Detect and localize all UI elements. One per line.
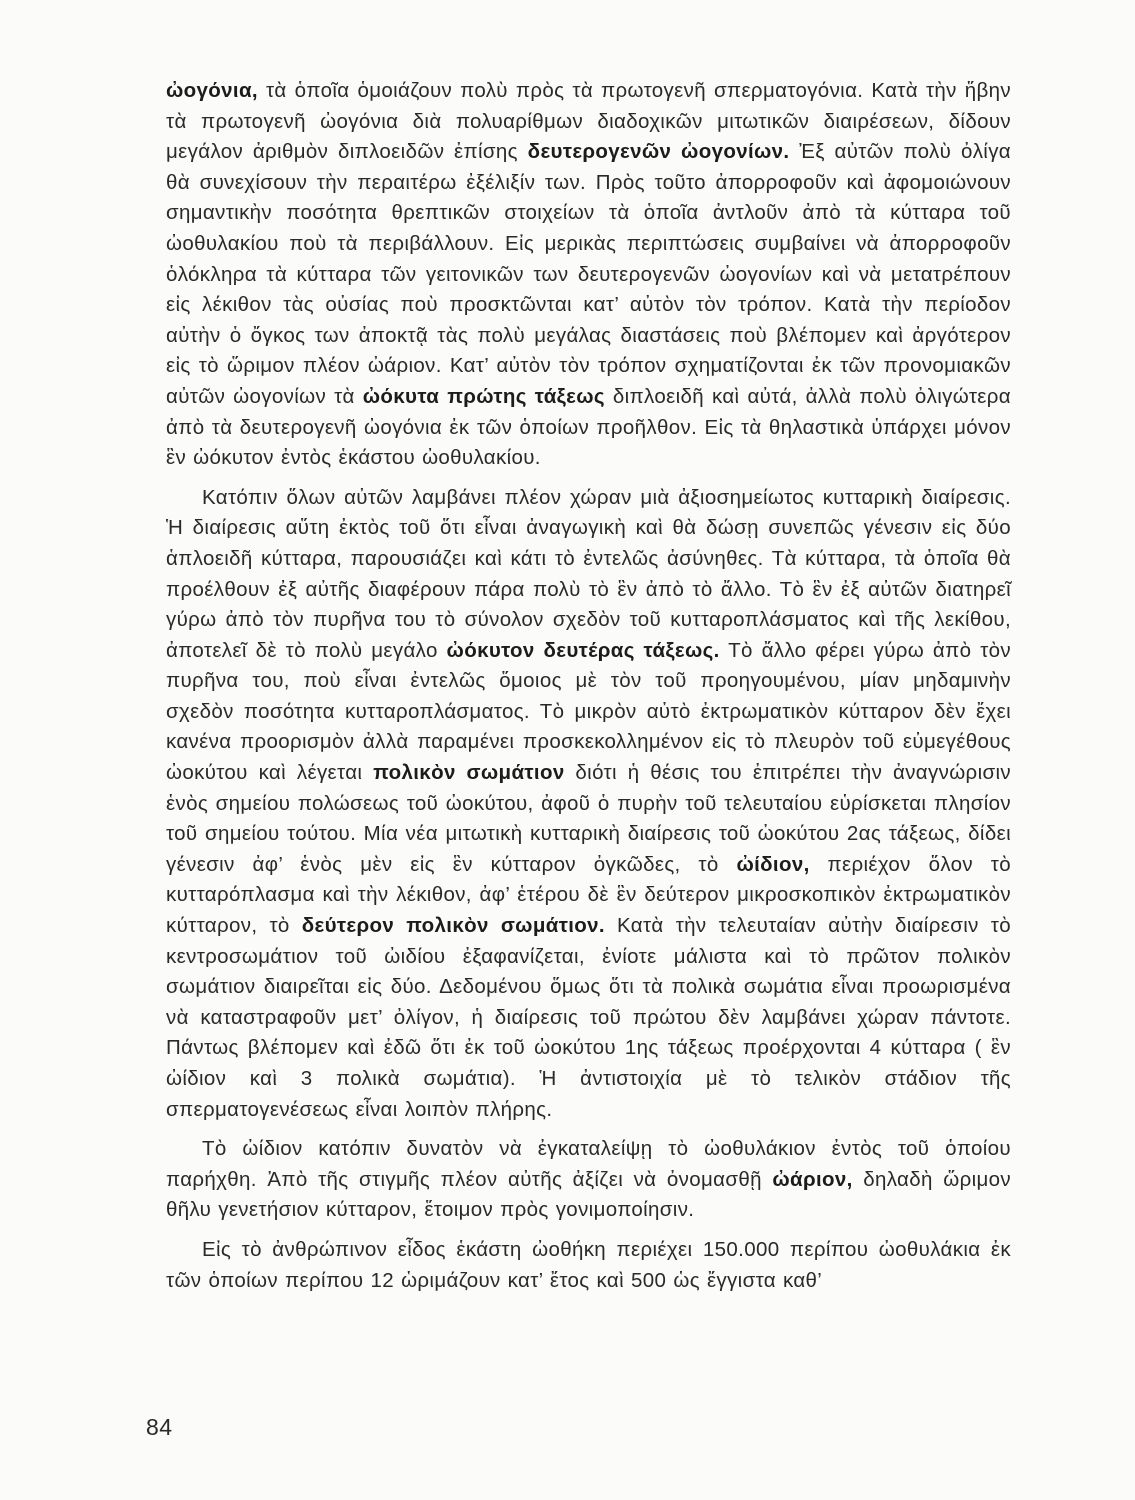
- bold-term: δεύτερον πολικὸν σωμάτιον.: [301, 914, 605, 938]
- bold-term: πολικὸν σωμάτιον: [373, 761, 565, 785]
- bold-term: δευτερογενῶν ὠογονίων.: [527, 140, 790, 164]
- text-run: Τὸ ὠίδιον κατόπιν δυνατὸν νὰ ἐγκαταλείψῃ τὸ ὠοθυλάκιον ἐντὸς τοῦ ὁποίου παρήχθη. Ἀπὸ τῆς στιγμῆς πλέον αὐτῆς ἀξίζει νὰ ὀνομασθῇ: [166, 1137, 1011, 1191]
- text-run: δηλαδὴ ὥριμον θῆλυ γενετήσιον κύτταρον, ἕτοιμον πρὸς γονιμοποίησιν.: [166, 1167, 1011, 1222]
- text-run: Ἐξ αὐτῶν πολὺ ὀλίγα θὰ συνεχίσουν τὴν περαιτέρω ἐξέλιξίν των. Πρὸς τοῦτο ἀπορροφοῦν καὶ ἀφομοιώνουν σημαντικὴν ποσότητα θρεπτικῶν στοιχείων τὰ ὁποῖα ἀντλοῦν ἀπὸ τὰ κύτταρα τοῦ ὠοθυλακίου ποὺ τὰ περιβάλλουν. Εἰς μερικὰς περιπτώσεις συμβαίνει νὰ ἀπορροφοῦν ὁλόκληρα τὰ κύτταρα τῶν γειτονικῶν των δευτερογενῶν ὠογονίων καὶ νὰ μετατρέπουν εἰς λέκιθον τὰς οὐσίας ποὺ προσκτῶνται κατ’ αὐτὸν τὸν τρόπον. Κατὰ τὴν περίοδον αὐτὴν ὁ ὄγκος των ἀποκτᾷ τὰς πολὺ μεγάλας διαστάσεις ποὺ βλέπομεν καὶ ἀργότερον εἰς τὸ ὥριμον πλέον ὠάριον. Κατ’ αὐτὸν τὸν τρόπον σχηματίζονται ἐκ τῶν προνομιακῶν αὐτῶν ὠογονίων τὰ: [166, 140, 1011, 408]
- bold-term: ὠάριον,: [772, 1167, 853, 1191]
- text-run: Κατόπιν ὅλων αὐτῶν λαμβάνει πλέον χώραν μιὰ ἀξιοσημείωτος κυτταρικὴ διαίρεσις. Ἡ διαίρεσις αὕτη ἐκτὸς τοῦ ὅτι εἶναι ἀναγωγικὴ καὶ θὰ δώσῃ συνεπῶς γένεσιν εἰς δύο ἁπλοειδῆ κύτταρα, παρουσιάζει καὶ κάτι τὸ ἐντελῶς ἀσύνηθες. Τὰ κύτταρα, τὰ ὁποῖα θὰ προέλθουν ἐξ αὐτῆς διαφέρουν πάρα πολὺ τὸ ἓν ἀπὸ τὸ ἄλλο. Τὸ ἓν ἐξ αὐτῶν διατηρεῖ γύρω ἀπὸ τὸν πυρῆνα του τὸ σύνολον σχεδὸν τοῦ κυτταροπλάσματος καὶ τῆς λεκίθου, ἀποτελεῖ δὲ τὸ πολὺ μεγάλο: [166, 485, 1011, 662]
- bold-term: ὠίδιον,: [736, 852, 810, 876]
- text-run: περιέχον ὅλον τὸ κυτταρόπλασμα καὶ τὴν λέκιθον, ἀφ’ ἑτέρου δὲ ἓν δεύτερον μικροσκοπικὸν ἐκτρωματικὸν κύτταρον, τὸ: [166, 852, 1011, 938]
- text-run: διπλοειδῆ καὶ αὐτά, ἀλλὰ πολὺ ὀλιγώτερα ἀπὸ τὰ δευτερογενῆ ὠογόνια ἐκ τῶν ὁποίων προῆλθον. Εἰς τὰ θηλαστικὰ ὑπάρχει μόνον ἓν ὠόκυτον ἐντὸς ἑκάστου ὠοθυλακίου.: [166, 384, 1012, 470]
- text-run: Κατὰ τὴν τελευταίαν αὐτὴν διαίρεσιν τὸ κεντροσωμάτιον τοῦ ὠιδίου ἐξαφανίζεται, ἐνίοτε μάλιστα καὶ τὸ πρῶτον πολικὸν σωμάτιον διαιρεῖται εἰς δύο. Δεδομένου ὅμως ὅτι τὰ πολικὰ σωμάτια εἶναι προωρισμένα νὰ καταστραφοῦν μετ’ ὀλίγον, ἡ διαίρεσις τοῦ πρώτου δὲν λαμβάνει χώραν πάντοτε. Πάντως βλέπομεν καὶ ἐδῶ ὅτι ἐκ τοῦ ὠοκύτου 1ης τάξεως προέρχονται 4 κύτταρα ( ἓν ὠίδιον καὶ 3 πολικὰ σωμάτια). Ἡ ἀντιστοιχία μὲ τὸ τελικὸν στάδιον τῆς σπερματογενέσεως εἶναι λοιπὸν πλήρης.: [166, 914, 1011, 1121]
- paragraph-4: [166, 1235, 1011, 1296]
- text-run: Εἰς τὸ ἀνθρώπινον εἶδος ἑκάστη ὠοθήκη περιέχει 150.000 περίπου ὠοθυλάκια ἐκ τῶν ὁποίων περίπου 12 ὡριμάζουν κατ’ ἔτος καὶ 500 ὡς ἔγγιστα καθ’: [166, 1237, 1011, 1292]
- paragraph-1: [166, 76, 1011, 474]
- bold-term: ὠόκυτον δευτέρας τάξεως.: [446, 638, 720, 662]
- text-run: Τὸ ἄλλο φέρει γύρω ἀπὸ τὸν πυρῆνα του, ποὺ εἶναι ἐντελῶς ὅμοιος μὲ τὸν τοῦ προηγουμένου, μίαν μηδαμινὴν σχεδὸν ποσότητα κυτταροπλάσματος. Τὸ μικρὸν αὐτὸ ἐκτρωματικὸν κύτταρον δὲν ἔχει κανένα προορισμὸν ἀλλὰ παραμένει προσκεκολλημένον εἰς τὸ πλευρὸν τοῦ εὐμεγέθους ὠοκύτου καὶ λέγεται: [166, 638, 1011, 785]
- page-text-body: [166, 76, 1011, 1296]
- paragraph-3: [166, 1134, 1011, 1226]
- text-run: διότι ἡ θέσις του ἐπιτρέπει τὴν ἀναγνώρισιν ἑνὸς σημείου πολώσεως τοῦ ὠοκύτου, ἀφοῦ ὁ πυρὴν τοῦ τελευταίου εὑρίσκεται πλησίον τοῦ σημείου τούτου. Μία νέα μιτωτικὴ κυτταρικὴ διαίρεσις τοῦ ὠοκύτου 2ας τάξεως, δίδει γένεσιν ἀφ’ ἑνὸς μὲν εἰς ἓν κύτταρον ὀγκῶδες, τὸ: [166, 761, 1011, 876]
- text-run: τὰ ὁποῖα ὁμοιάζουν πολὺ πρὸς τὰ πρωτογενῆ σπερματογόνια. Κατὰ τὴν ἥβην τὰ πρωτογενῆ ὠογόνια διὰ πολυαρίθμων διαδοχικῶν μιτωτικῶν διαιρέσεων, δίδουν μεγάλον ἀριθμὸν διπλοειδῶν ἐπίσης: [166, 79, 1011, 164]
- bold-term: ὠογόνια,: [166, 79, 258, 102]
- bold-term: ὠόκυτα πρώτης τάξεως: [362, 384, 605, 408]
- paragraph-2: [166, 483, 1011, 1125]
- page-number: 84: [146, 1414, 173, 1440]
